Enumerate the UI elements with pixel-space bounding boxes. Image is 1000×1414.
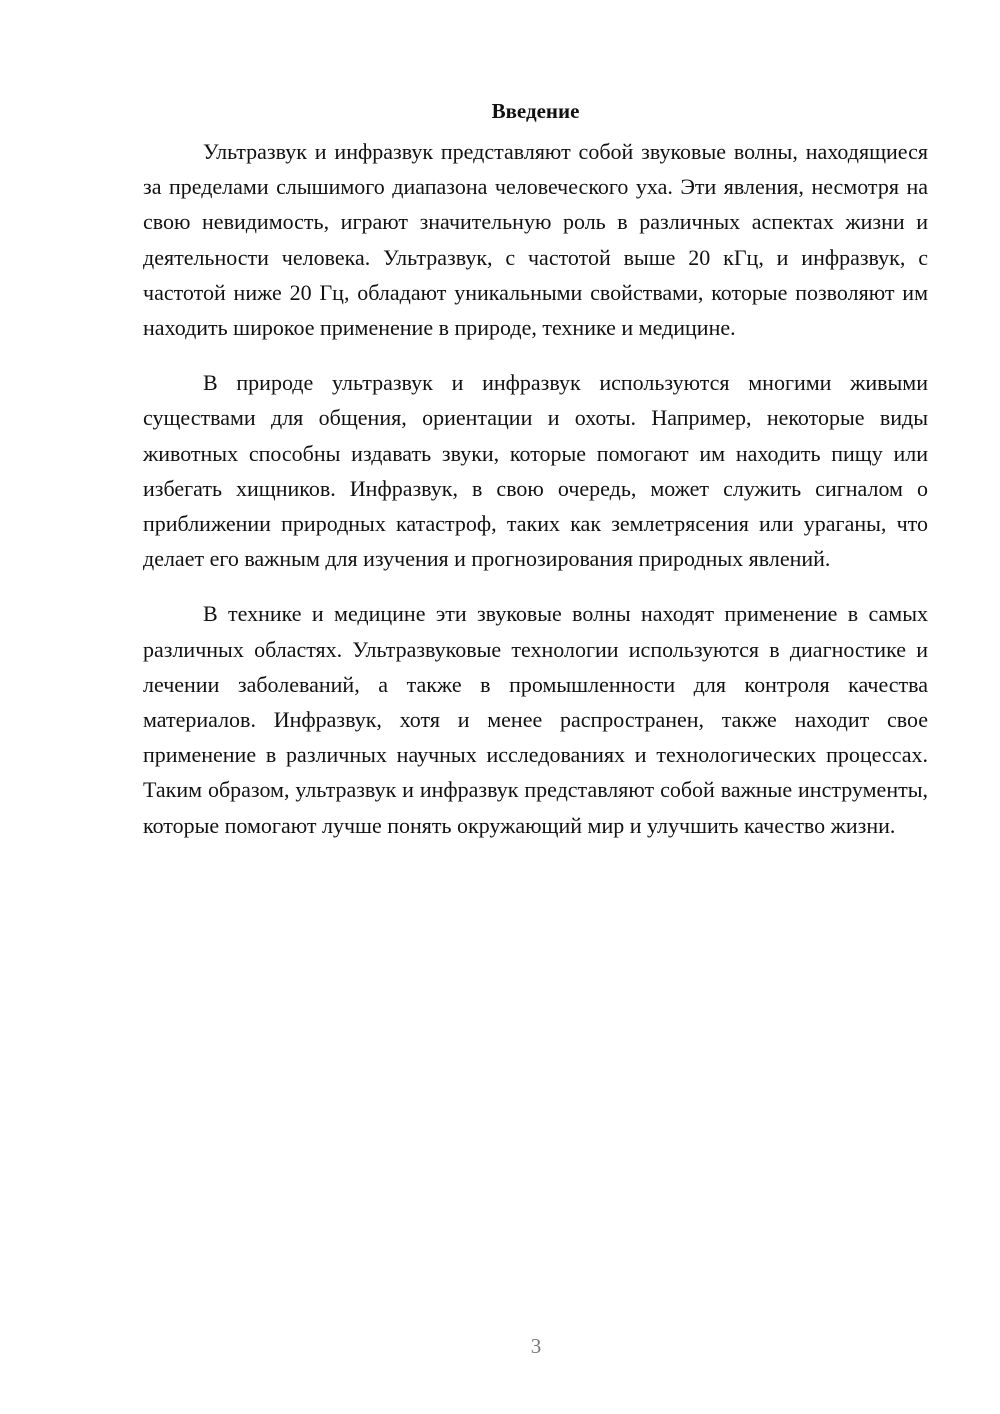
paragraph-technology-medicine: В технике и медицине эти звуковые волны находят применение в самых различных областях. Ультразвуковые технологии используются в диагностике и лечении заболеваний, а также в промышленности для контроля качества материалов. Инфразвук, хотя и менее распространен, также находит свое применение в различных научных исследованиях и технологических процессах. Таким образом, ультразвук и инфразвук представляют собой важные инструменты, которые помогают лучше понять окружающий мир и улучшить качество жизни.: [143, 601, 928, 838]
paragraph-intro: Ультразвук и инфразвук представляют собой звуковые волны, находящиеся за пределами слышимого диапазона человеческого уха. Эти явления, несмотря на свою невидимость, играют значительную роль в различных аспектах жизни и деятельности человека. Ультразвук, с частотой выше 20 кГц, и инфразвук, с частотой ниже 20 Гц, обладают уникальными свойствами, которые позволяют им находить широкое применение в природе, технике и медицине.: [143, 139, 928, 341]
paragraph-nature: В природе ультразвук и инфразвук используются многими живыми существами для общения, ориентации и охоты. Например, некоторые виды животных способны издавать звуки, которые помогают им находить пищу или избегать хищников. Инфразвук, в свою очередь, может служить сигналом о приближении природных катастроф, таких как землетрясения или ураганы, что делает его важным для изучения и прогнозирования природных явлений.: [143, 370, 928, 572]
document-body: [143, 96, 928, 863]
page-number: 3: [530, 1334, 542, 1358]
section-heading: Введение: [491, 99, 580, 123]
